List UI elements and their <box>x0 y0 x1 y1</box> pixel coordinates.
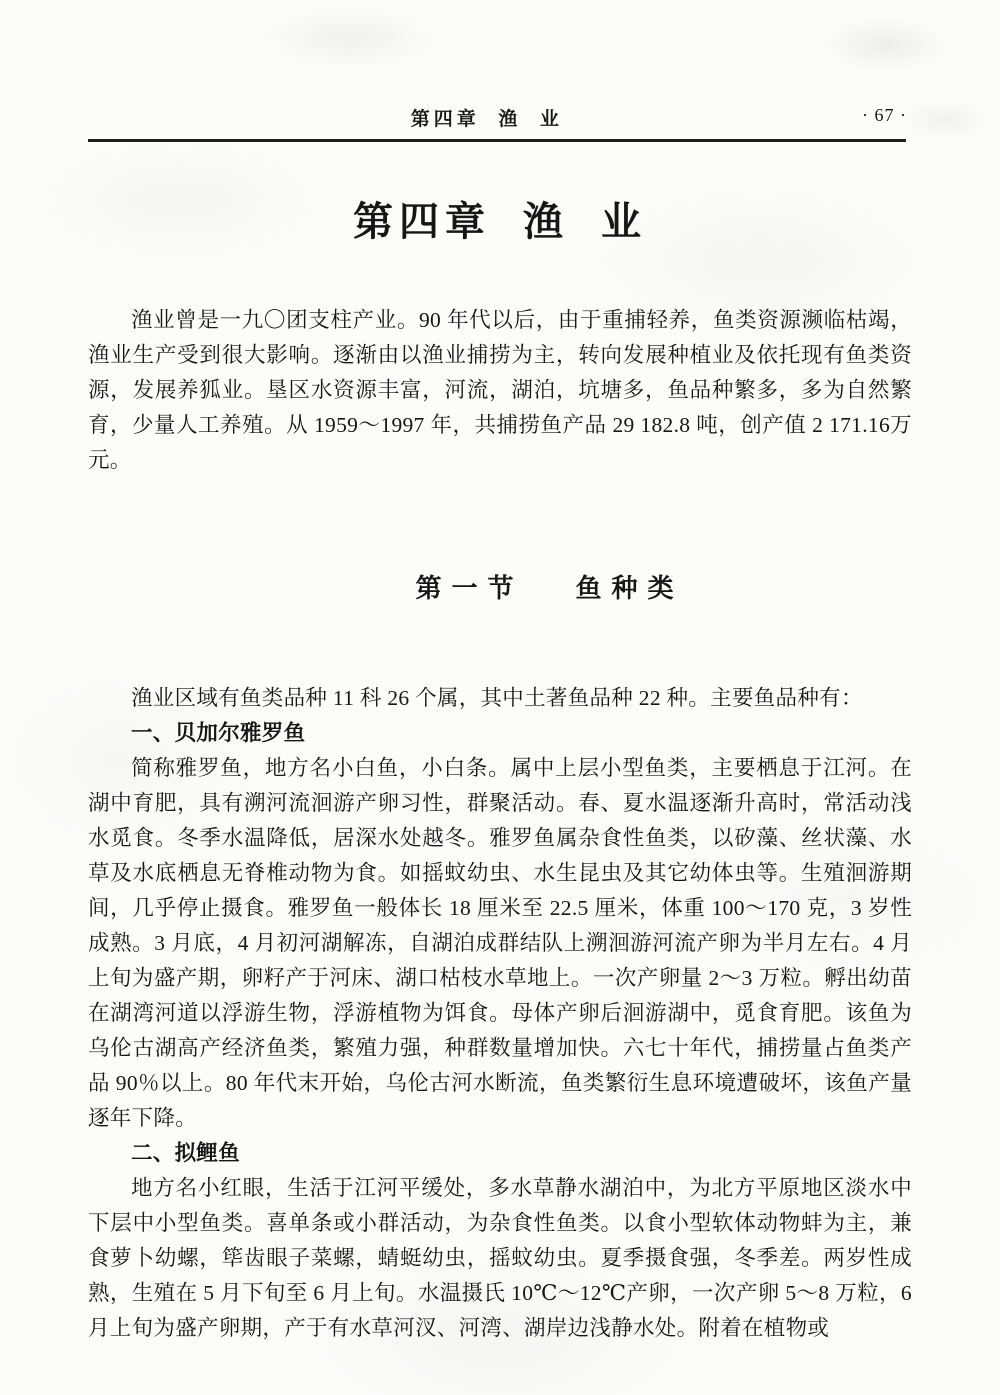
species1-heading: 一、贝加尔雅罗鱼 <box>131 721 306 745</box>
header-rule <box>88 139 906 142</box>
species2-paragraph: 地方名小红眼，生活于江河平缓处，多水草静水湖泊中，为北方平原地区淡水中下层中小型鱼类。喜单条或小群活动，为杂食性鱼类。以食小型软体动物蚌为主，兼食萝卜幼螺，筚齿眼子菜螺，蜻蜓幼虫，摇蚊幼虫。夏季摄食强，冬季差。两岁性成熟，生殖在 5 月下旬至 6 月上旬。水温摄氏 10℃～12℃产卵，一次产卵 5～8 万粒，6 月上旬为盛产卵期，产于有水草河汊、河湾、湖岸边浅静水处。附着在植物或 <box>88 1176 912 1340</box>
chapter-title: 第四章 渔 业 <box>353 199 647 244</box>
page-number: · 67 · <box>862 105 907 125</box>
running-header <box>88 104 907 136</box>
section-lead-paragraph: 渔业区域有鱼类品种 11 科 26 个属，其中土著鱼品种 22 种。主要鱼品种有： <box>131 686 863 710</box>
page-content <box>88 160 912 1346</box>
section-label: 第一节 <box>415 574 524 603</box>
intro-paragraph: 渔业曾是一九〇团支柱产业。90 年代以后，由于重捕轻养，鱼类资源濒临枯竭，渔业生产受到很大影响。逐渐由以渔业捕捞为主，转向发展种植业及依托现有鱼类资源，发展养狐业。垦区水资源丰富，河流，湖泊，坑塘多，鱼品种繁多，多为自然繁育，少量人工养殖。从 1959～1997 年，共捕捞鱼产品 29 182.8 吨，创产值 2 171.16万元。 <box>88 308 912 472</box>
section-name: 鱼种类 <box>575 574 684 603</box>
section-title <box>88 538 912 635</box>
species2-heading: 二、拟鲤鱼 <box>131 1141 241 1165</box>
species1-paragraph: 简称雅罗鱼，地方名小白鱼，小白条。属中上层小型鱼类，主要栖息于江河。在湖中育肥，具有溯河流洄游产卵习性，群聚活动。春、夏水温逐渐升高时，常活动浅水觅食。冬季水温降低，居深水处越冬。雅罗鱼属杂食性鱼类，以矽藻、丝状藻、水草及水底栖息无脊椎动物为食。如摇蚊幼虫、水生昆虫及其它幼体虫等。生殖洄游期间，几乎停止摄食。雅罗鱼一般体长 18 厘米至 22.5 厘米，体重 100～170 克，3 岁性成熟。3 月底，4 月初河湖解冻，自湖泊成群结队上溯洄游河流产卵为半月左右。4 月上旬为盛产期，卵籽产于河床、湖口枯枝水草地上。一次产卵量 2～3 万粒。孵出幼苗在湖湾河道以浮游生物，浮游植物为饵食。母体产卵后洄游湖中，觅食育肥。该鱼为乌伦古湖高产经济鱼类，繁殖力强，种群数量增加快。六七十年代，捕捞量占鱼类产品 90％以上。80 年代末开始，乌伦古河水断流，鱼类繁衍生息环境遭破坏，该鱼产量逐年下降。 <box>88 756 912 1130</box>
running-header-title: 第四章 渔 业 <box>410 109 563 130</box>
